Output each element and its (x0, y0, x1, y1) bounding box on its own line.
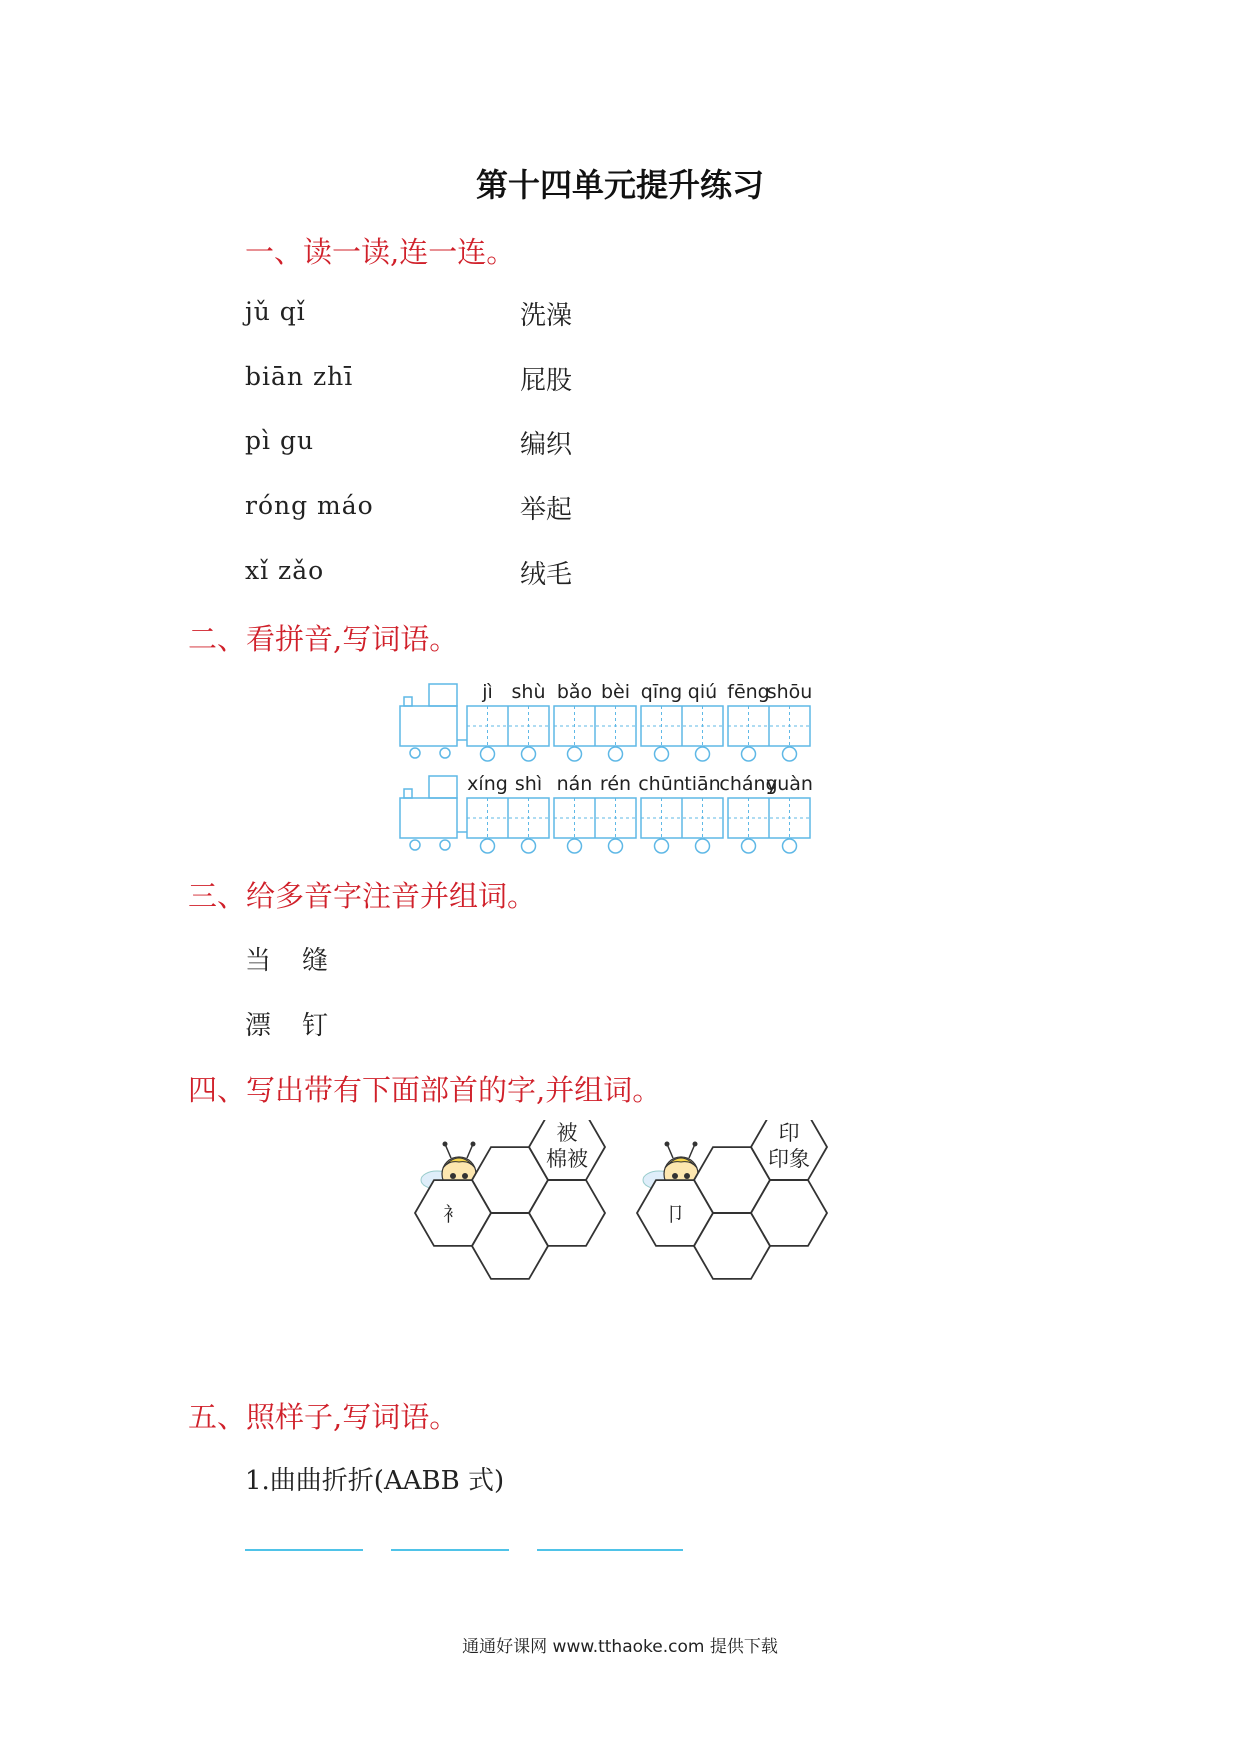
writing-box[interactable] (554, 773, 636, 853)
writing-box[interactable] (554, 681, 636, 761)
train-pinyin: jì (482, 681, 493, 703)
footer-credit: 通通好课网 www.tthaoke.com 提供下载 (462, 1637, 778, 1657)
train-pinyin: qiú (687, 681, 718, 703)
section4-heading: 四、写出带有下面部首的字,并组词。 (188, 1073, 662, 1107)
pinyin-item: jǔ qǐ (245, 297, 306, 326)
train-pinyin: tiān (684, 773, 721, 795)
train-pinyin: nán (556, 773, 593, 795)
train-row (400, 773, 813, 853)
writing-box[interactable] (467, 773, 549, 853)
polyphone-char: 缝 (302, 946, 329, 976)
pinyin-item: pì gu (245, 426, 315, 455)
writing-box[interactable] (641, 681, 723, 761)
word-item: 绒毛 (520, 560, 573, 590)
example-item: 1.曲曲折折(AABB 式) (245, 1466, 505, 1496)
train-pinyin: bǎo (556, 681, 593, 703)
section1-heading: 一、读一读,连一连。 (245, 235, 516, 269)
answer-blank[interactable] (391, 1549, 509, 1551)
polyphone-char: 钉 (302, 1011, 329, 1041)
train-pinyin: xíng (467, 773, 508, 795)
pinyin-item: biān zhī (245, 362, 354, 391)
train-pinyin: shì (514, 773, 543, 795)
polyphone-char: 当 (245, 946, 272, 976)
train-pinyin: fēng (727, 681, 770, 703)
honeycomb-figure (400, 1120, 840, 1320)
example-char: 被 (556, 1121, 578, 1145)
pinyin-item: xǐ zǎo (245, 556, 325, 585)
example-char: 印 (778, 1121, 800, 1145)
word-item: 洗澡 (520, 301, 573, 331)
train-pinyin: rén (599, 773, 632, 795)
word-item: 屁股 (520, 366, 573, 396)
writing-box[interactable] (638, 773, 723, 853)
section5-heading: 五、照样子,写词语。 (188, 1400, 459, 1434)
answer-blank[interactable] (245, 1549, 363, 1551)
train-row (400, 681, 812, 761)
polyphone-char: 漂 (245, 1011, 272, 1041)
example-word: 印象 (768, 1147, 810, 1171)
pinyin-item: róng máo (245, 491, 374, 520)
pinyin-train-figure (395, 670, 835, 860)
train-pinyin: bèi (600, 681, 631, 703)
word-item: 举起 (520, 495, 573, 525)
example-word: 棉被 (546, 1147, 588, 1171)
section2-heading: 二、看拼音,写词语。 (188, 622, 459, 656)
section3-heading: 三、给多音字注音并组词。 (188, 879, 537, 913)
page-title: 第十四单元提升练习 (475, 166, 764, 204)
radical-label: 卩 (665, 1202, 685, 1226)
train-pinyin: shōu (766, 681, 813, 703)
train-pinyin: chūn (638, 773, 685, 795)
writing-box[interactable] (719, 773, 813, 853)
train-pinyin: qīng (640, 681, 683, 703)
train-engine (400, 776, 467, 850)
train-pinyin: cháng (719, 773, 778, 795)
writing-box[interactable] (467, 681, 549, 761)
train-pinyin: shù (511, 681, 546, 703)
train-engine (400, 684, 467, 758)
writing-box[interactable] (727, 681, 812, 761)
word-item: 编织 (520, 430, 573, 460)
radical-label: 衤 (443, 1202, 463, 1226)
answer-blank[interactable] (537, 1549, 683, 1551)
train-pinyin: yuàn (766, 773, 813, 795)
